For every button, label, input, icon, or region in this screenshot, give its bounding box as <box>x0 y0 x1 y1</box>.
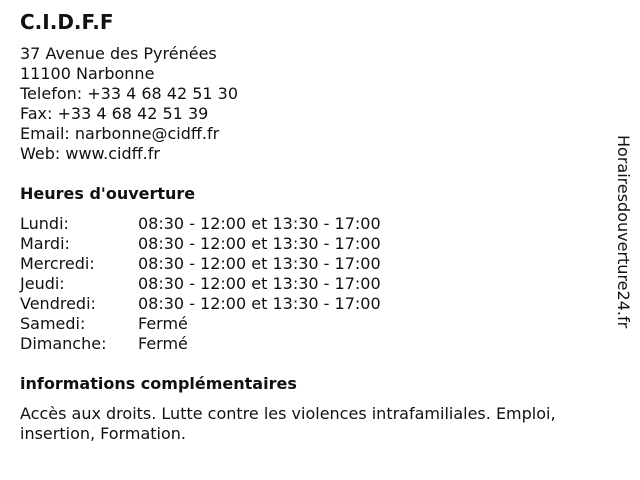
hours-row-dimanche <box>20 334 440 354</box>
hours-row-mardi <box>20 234 440 254</box>
organization-name: C.I.D.F.F <box>20 10 114 34</box>
day-label: Mercredi: <box>20 254 95 273</box>
day-label: Lundi: <box>20 214 69 233</box>
address-street: 37 Avenue des Pyrénées <box>20 44 217 63</box>
additional-info-text: Accès aux droits. Lutte contre les violences intrafamiliales. Emploi, insertion, Formation. <box>20 404 556 443</box>
hours-row-samedi <box>20 314 440 334</box>
hours-row-jeudi <box>20 274 440 294</box>
hours-row-lundi <box>20 214 440 234</box>
phone-number: Telefon: +33 4 68 42 51 30 <box>20 84 239 103</box>
contact-block <box>20 44 238 164</box>
day-hours: 08:30 - 12:00 et 13:30 - 17:00 <box>138 274 381 293</box>
additional-info-heading: informations complémentaires <box>20 374 297 393</box>
day-hours: 08:30 - 12:00 et 13:30 - 17:00 <box>138 214 381 233</box>
day-hours: 08:30 - 12:00 et 13:30 - 17:00 <box>138 294 381 313</box>
day-label: Mardi: <box>20 234 70 253</box>
day-hours: 08:30 - 12:00 et 13:30 - 17:00 <box>138 254 381 273</box>
email-address: Email: narbonne@cidff.fr <box>20 124 220 143</box>
site-watermark: Horairesdouverture24.fr <box>614 135 633 329</box>
day-label: Samedi: <box>20 314 86 333</box>
address-city: 11100 Narbonne <box>20 64 155 83</box>
day-hours: 08:30 - 12:00 et 13:30 - 17:00 <box>138 234 381 253</box>
opening-hours-table <box>20 214 440 354</box>
day-hours: Fermé <box>138 334 188 353</box>
fax-number: Fax: +33 4 68 42 51 39 <box>20 104 209 123</box>
day-hours: Fermé <box>138 314 188 333</box>
opening-hours-heading: Heures d'ouverture <box>20 184 196 203</box>
day-label: Vendredi: <box>20 294 96 313</box>
day-label: Dimanche: <box>20 334 107 353</box>
day-label: Jeudi: <box>20 274 65 293</box>
hours-row-vendredi <box>20 294 440 314</box>
website: Web: www.cidff.fr <box>20 144 160 163</box>
hours-row-mercredi <box>20 254 440 274</box>
